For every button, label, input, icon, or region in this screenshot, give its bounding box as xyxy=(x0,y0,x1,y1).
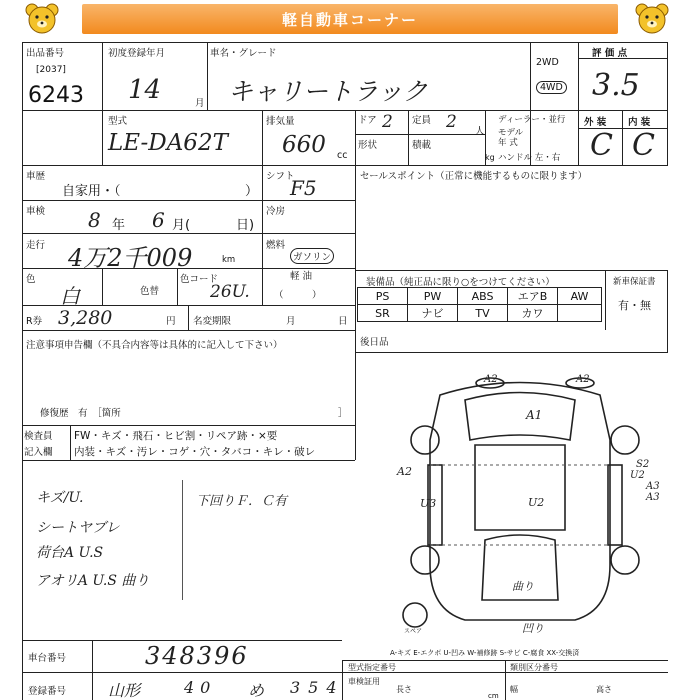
registration-number: 354 xyxy=(290,678,345,697)
recycle-value: 3,280 xyxy=(58,307,113,329)
equip-ps: PS xyxy=(358,288,408,305)
doors-label: ドア xyxy=(358,115,377,126)
inspection-year-unit: 年 xyxy=(112,218,126,233)
first-reg-label: 初度登録年月 xyxy=(108,48,166,59)
inspector-label2: 記入欄 xyxy=(24,447,53,458)
damage-mark: U2 xyxy=(528,496,545,509)
dealer-line1: ディーラー・並行 xyxy=(498,115,566,125)
teddy-bear-icon xyxy=(22,2,62,36)
registration-label: 登録番号 xyxy=(28,686,67,697)
height-label: 高さ xyxy=(596,685,612,694)
damage-mark: スペア xyxy=(404,628,423,635)
length-label: 長さ xyxy=(396,685,412,694)
notes-label: 注意事項申告欄（不具合内容等は具体的に記入して下さい） xyxy=(26,340,283,351)
damage-legend: A-キズ E-エクボ U-凹み W-補修跡 S-サビ C-腐食 XX-交換済 xyxy=(390,649,580,657)
equip-sr: SR xyxy=(358,305,408,322)
equip-pw: PW xyxy=(408,288,458,305)
teddy-bear-icon xyxy=(632,2,672,36)
registration-place: 山形 xyxy=(108,681,141,700)
car-name-label: 車名・グレード xyxy=(210,48,277,59)
warranty-label: 新車保証書 xyxy=(613,277,656,287)
dealer-line3: 年 式 xyxy=(498,138,518,148)
header-bar xyxy=(82,4,618,34)
name-change-day: 日 xyxy=(338,316,348,327)
equipment-label: 装備品（純正品に限り○をつけてください） xyxy=(366,277,555,288)
grade-label: 評 価 点 xyxy=(592,48,628,59)
lot-label: 出品番号 xyxy=(26,48,65,59)
recycle-unit: 円 xyxy=(166,316,176,327)
drive-2wd: 2WD xyxy=(536,57,559,68)
repair-close: ］ xyxy=(338,408,348,419)
fuel-diesel: 軽 油 xyxy=(290,271,313,282)
cert-label: 車検証用 xyxy=(348,677,380,686)
damage-mark: 曲り xyxy=(512,580,534,593)
header-banner xyxy=(0,0,700,38)
inspector-row1: FW・キズ・飛石・ヒビ割・リペア跡・×要 xyxy=(74,430,278,442)
recycle-label: R券 xyxy=(26,316,43,327)
first-reg-unit: 月 xyxy=(195,98,205,109)
equipment-row xyxy=(358,288,602,305)
model-designation-label: 型式指定番号 xyxy=(348,663,396,672)
note-line: シートヤブレ xyxy=(36,520,120,536)
name-change-unit: 月 xyxy=(286,316,296,327)
doors-value: 2 xyxy=(382,112,393,132)
capacity-unit: 人 xyxy=(475,126,485,137)
dealer-handle: ハンドル 左・右 xyxy=(498,153,561,163)
grade-ext: C xyxy=(590,128,613,163)
equipment-table xyxy=(357,287,602,322)
damage-mark: A2 xyxy=(576,374,590,385)
color-change-label: 色替 xyxy=(140,286,160,297)
model-value: LE-DA62T xyxy=(108,130,228,156)
inspection-year: 8 xyxy=(88,208,101,232)
aircon-label: 冷房 xyxy=(266,206,286,217)
shift-label: シフト xyxy=(266,171,295,182)
name-change-label: 名変期限 xyxy=(193,316,232,327)
fuel-label: 燃料 xyxy=(266,240,286,251)
inspection-label: 車検 xyxy=(26,206,46,217)
damage-mark: A3 xyxy=(646,481,660,492)
damage-mark: U3 xyxy=(420,497,437,510)
inspector-label1: 検査員 xyxy=(24,431,53,442)
lot-sub: [2037] xyxy=(36,65,66,75)
damage-mark: A2 xyxy=(484,374,498,385)
history-label: 車歴 xyxy=(26,171,46,182)
damage-mark: S2 xyxy=(636,459,650,470)
mileage-unit: km xyxy=(222,255,236,265)
grade-int: C xyxy=(632,128,655,163)
damage-mark: 凹り xyxy=(522,622,544,635)
grade-value: 3.5 xyxy=(592,68,640,103)
shape-label: 形状 xyxy=(358,140,378,151)
rear-seat-label: 後日品 xyxy=(360,337,389,348)
equip-navi: ナビ xyxy=(408,305,458,322)
history-close: ） xyxy=(245,184,259,199)
damage-mark: A1 xyxy=(526,408,543,422)
color-code-label: 色コード xyxy=(180,274,219,285)
equip-airbag: エアB xyxy=(508,288,558,305)
color-label: 色 xyxy=(26,274,36,285)
page-title: 軽自動車コーナー xyxy=(281,11,418,29)
registration-class: 40 xyxy=(184,678,217,697)
equip-leather: カワ xyxy=(508,305,558,322)
repair-label: 修復歴 有 ［箇所 xyxy=(40,408,121,419)
registration-kana: め xyxy=(248,681,265,700)
model-label: 型式 xyxy=(108,116,128,127)
displacement-value: 660 xyxy=(282,132,326,158)
note-right: 下回りＦ．Ｃ有 xyxy=(196,494,288,509)
displacement-unit: cc xyxy=(337,150,348,161)
lot-number: 6243 xyxy=(28,83,84,108)
damage-mark: U2 xyxy=(630,470,645,481)
color-value: 白 xyxy=(60,284,80,308)
grade-ext-label: 外 装 xyxy=(584,117,607,128)
chassis-label: 車台番号 xyxy=(28,653,67,664)
sales-label: セールスポイント（正常に機能するものに限ります） xyxy=(360,171,588,182)
mileage-value: 4万2千009 xyxy=(68,244,193,272)
equip-tv: TV xyxy=(458,305,508,322)
note-line: キズ/U. xyxy=(36,490,84,506)
fuel-paren: （ ） xyxy=(274,290,322,301)
chassis-value: 348396 xyxy=(145,642,249,670)
load-unit: kg xyxy=(485,153,495,162)
capacity-value: 2 xyxy=(446,112,457,132)
equip-abs: ABS xyxy=(458,288,508,305)
equip-blank xyxy=(558,305,602,322)
first-reg-year: 14 xyxy=(128,75,162,105)
equipment-row xyxy=(358,305,602,322)
note-line: アオリA U.S 曲り xyxy=(36,573,150,589)
warranty-value: 有・無 xyxy=(618,299,651,312)
inspection-day-unit: 日) xyxy=(236,218,255,233)
history-value: 自家用・（ xyxy=(62,184,121,199)
car-name-value: キャリートラック xyxy=(228,77,428,106)
dealer-line2: モデル xyxy=(498,128,524,138)
mileage-label: 走行 xyxy=(26,240,46,251)
inspector-row2: 内装・キズ・汚レ・コゲ・穴・タバコ・キレ・破レ xyxy=(74,446,316,458)
inspection-month: 6 xyxy=(152,208,165,232)
note-line: 荷台A U.S xyxy=(36,545,104,561)
width-label: 幅 xyxy=(510,685,518,694)
equip-aw: AW xyxy=(558,288,602,305)
shift-value: F5 xyxy=(290,176,317,200)
inspection-month-unit: 月( xyxy=(172,218,191,233)
grade-int-label: 内 装 xyxy=(628,117,651,128)
load-label: 積載 xyxy=(412,140,432,151)
capacity-label: 定員 xyxy=(412,115,432,126)
damage-mark: A2 xyxy=(397,465,412,478)
damage-mark: A3 xyxy=(646,492,660,503)
fuel-gasoline: ガソリン xyxy=(290,248,334,264)
color-code: 26U. xyxy=(210,282,250,302)
displacement-label: 排気量 xyxy=(266,116,295,127)
drive-4wd: 4WD xyxy=(536,81,567,94)
category-number-label: 類別区分番号 xyxy=(510,663,558,672)
cm-unit: cm xyxy=(488,692,499,700)
